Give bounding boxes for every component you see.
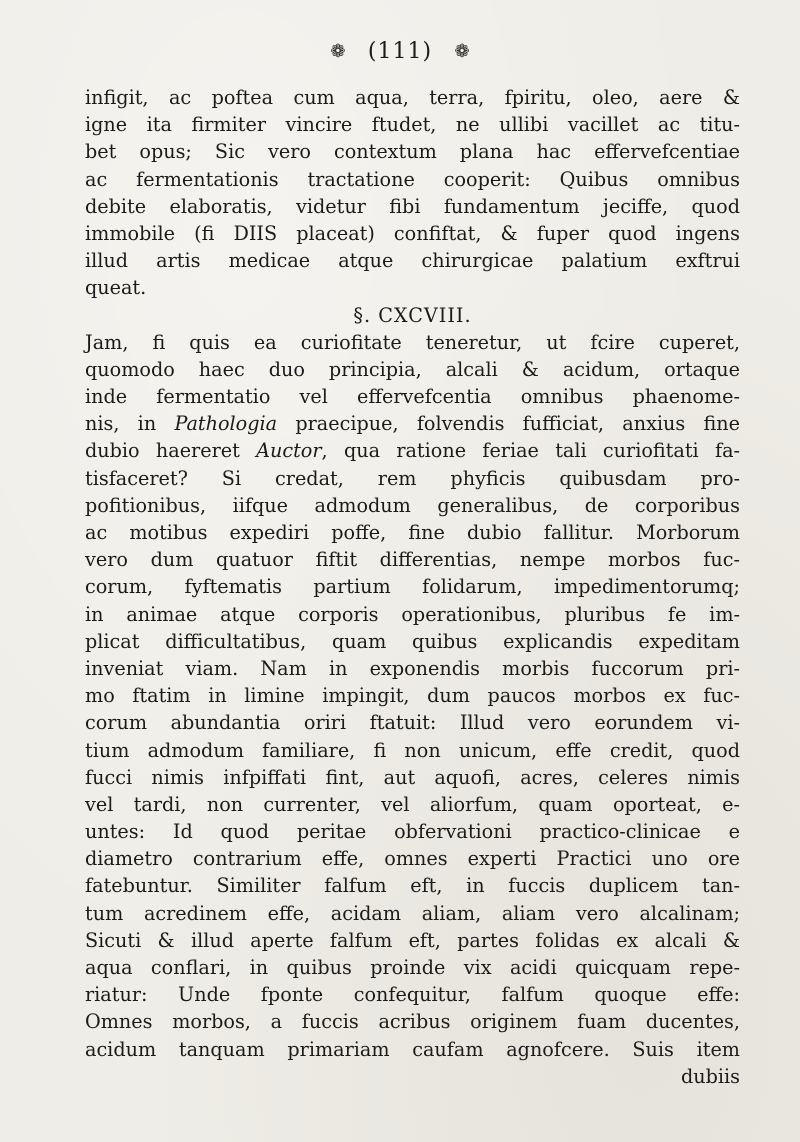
- text-line: pofitionibus, iifque admodum generalibus, de corporibus: [85, 493, 740, 517]
- text-line: aqua conflari, in quibus proinde vix acidi quicquam repe-: [85, 956, 740, 979]
- text-line: riatur: Unde fponte confequitur, falfum quoque effe:: [85, 983, 740, 1007]
- page-header: [0, 32, 800, 72]
- text-line: immobile (fi DIIS placeat) confiftat, & fuper quod ingens: [85, 221, 740, 245]
- text-line: debite elaboratis, videtur fibi fundamentum jeciffe, quod: [85, 194, 740, 218]
- text-segment: praecipue, folvendis fufficiat, anxius fine: [277, 412, 740, 436]
- text-line: illud artis medicae atque chirurgicae palatium exftrui: [85, 249, 740, 273]
- text-line: Jam, fi quis ea curiofitate teneretur, ut fcire cuperet,: [85, 330, 740, 354]
- text-line: inveniat viam. Nam in exponendis morbis fuccorum pri-: [85, 656, 740, 680]
- text-line: [85, 410, 740, 437]
- text-line: quomodo haec duo principia, alcali & acidum, ortaque: [85, 357, 740, 381]
- body-text: [85, 84, 740, 1090]
- text-line: [85, 437, 740, 464]
- text-line: infigit, ac poftea cum aqua, terra, fpiritu, oleo, aere &: [85, 86, 740, 109]
- text-line: ac motibus expediri poffe, fine dubio fallitur. Morborum: [85, 521, 740, 544]
- text-line: vero dum quatuor fiftit differentias, nempe morbos fuc-: [85, 548, 740, 572]
- text-line: mo ftatim in limine impingit, dum paucos morbos ex fuc-: [85, 684, 740, 708]
- text-segment: dubio haereret: [85, 439, 257, 463]
- text-line: inde fermentatio vel effervefcentia omnibus phaenome-: [85, 385, 740, 409]
- text-line: in animae atque corporis operationibus, pluribus fe im-: [85, 602, 740, 626]
- text-line: fatebuntur. Similiter falfum eft, in fuccis duplicem tan-: [85, 874, 740, 898]
- text-line: acidum tanquam primariam caufam agnofcere. Suis item: [85, 1037, 740, 1061]
- text-segment: , qua ratione feriae tali curiofitati fa-: [321, 439, 741, 463]
- text-line: corum abundantia oriri ftatuit: Illud vero eorundem vi-: [85, 711, 740, 735]
- section-heading: §. CXCVIII.: [353, 303, 472, 327]
- text-line: bet opus; Sic vero contextum plana hac effervefcentiae: [85, 140, 740, 164]
- text-line: igne ita firmiter vincire ftudet, ne ullibi vacillet ac titu-: [85, 113, 740, 137]
- text-line: tisfaceret? Si credat, rem phyficis quibusdam pro-: [85, 466, 740, 490]
- text-line: diametro contrarium effe, omnes experti Practici uno ore: [85, 847, 740, 871]
- text-line: fucci nimis infpiffati fint, aut aquofi, acres, celeres nimis: [85, 765, 740, 789]
- text-line: ac fermentationis tractatione cooperit: Quibus omnibus: [85, 167, 740, 191]
- catchword: dubiis: [680, 1064, 740, 1088]
- text-segment: nis, in: [85, 412, 175, 436]
- text-line: vel tardi, non currenter, vel aliorfum, quam oporteat, e-: [85, 792, 740, 816]
- italic-term: Auctor: [256, 439, 322, 463]
- text-line: Omnes morbos, a fuccis acribus originem fuam ducentes,: [85, 1010, 740, 1034]
- text-line: plicat difficultatibus, quam quibus explicandis expeditam: [85, 629, 740, 653]
- flower-ornament-icon: ❁: [330, 41, 346, 62]
- text-line: queat.: [85, 276, 147, 300]
- text-line: tium admodum familiare, fi non unicum, effe credit, quod: [85, 738, 740, 762]
- italic-term: Pathologia: [174, 412, 278, 436]
- flower-ornament-icon: ❁: [454, 41, 470, 62]
- page-number: (111): [367, 39, 433, 64]
- text-line: Sicuti & illud aperte falfum eft, partes folidas ex alcali &: [85, 928, 740, 952]
- text-line: untes: Id quod peritae obfervationi practico-clinicae e: [85, 820, 740, 844]
- text-line: tum acredinem effe, acidam aliam, aliam vero alcalinam;: [85, 901, 740, 925]
- text-line: corum, fyftematis partium folidarum, impedimentorumq;: [85, 575, 740, 599]
